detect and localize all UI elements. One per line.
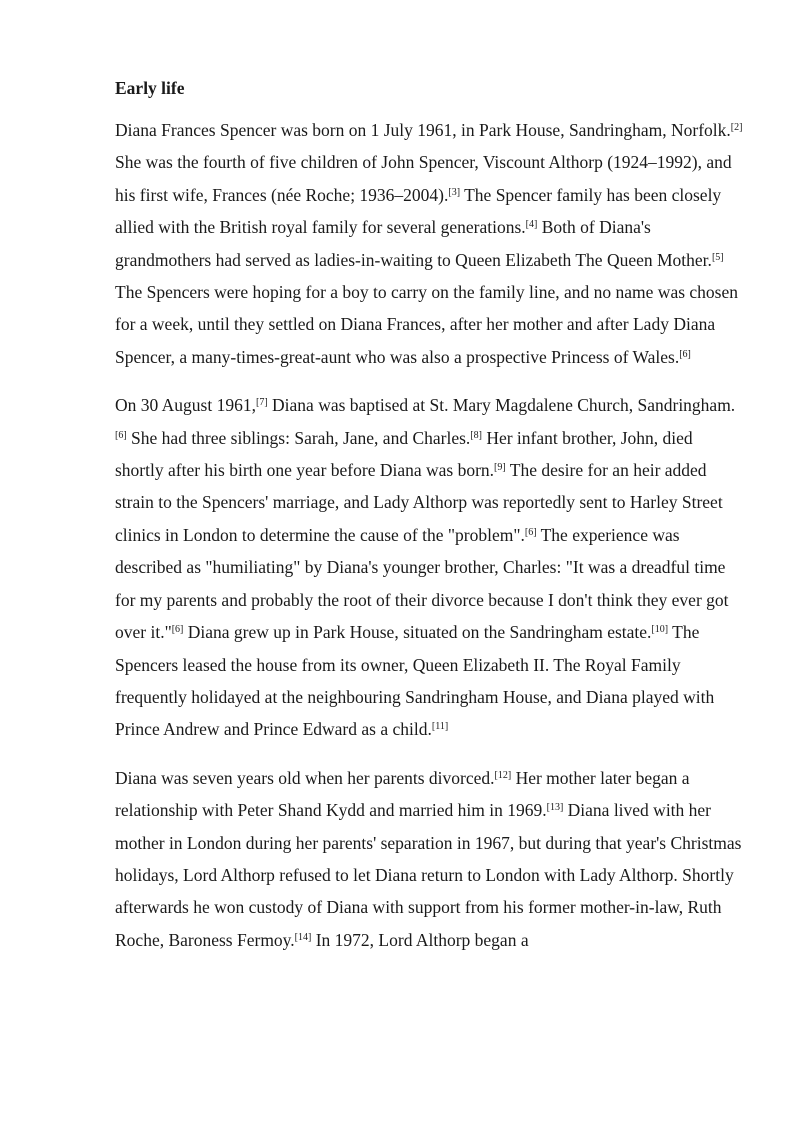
citation-ref[interactable]: [14] [294, 931, 312, 943]
citation-ref[interactable]: [6] [115, 429, 127, 441]
section-heading: Early life [115, 78, 185, 98]
document-page [115, 72, 745, 972]
citation-ref[interactable]: [10] [651, 624, 669, 636]
citation-ref[interactable]: [7] [255, 397, 268, 409]
paragraph-text: The Spencers were hoping for a boy to carry on the family line, and no name was chosen for a week, until they settled on Diana Frances, after her mother and after Lady Diana Spencer, a many-times-great-aunt who was also a prospective Princess of Wales. [115, 282, 738, 367]
citation-ref[interactable]: [8] [470, 429, 482, 441]
paragraph-text: The experience was described as "humiliating" by Diana's younger brother, Charles: "It was a dreadful time for my parents and probably the root of their divorce because I don't think they ever got over it." [115, 524, 729, 643]
paragraph-text: The Spencers leased the house from its owner, Queen Elizabeth II. The Royal Family frequently holidayed at the neighbouring Sandringham House, and Diana played with Prince Andrew and Prince Edward as a child. [115, 622, 715, 740]
paragraph-text: Her mother later began a relationship with Peter Shand Kydd and married him in 1969. [115, 767, 690, 821]
paragraph-text: In 1972, Lord Althorp began a [311, 929, 529, 950]
paragraph [115, 762, 745, 956]
paragraph-text: Diana Frances Spencer was born on 1 July 1961, in Park House, Sandringham, Norfolk. [115, 120, 731, 140]
citation-ref[interactable]: [11] [431, 721, 449, 733]
paragraph-text: On 30 August 1961, [115, 395, 256, 416]
paragraph-text: Diana lived with her mother in London during her parents' separation in 1967, but during that year's Christmas holidays, Lord Althorp refused to let Diana return to London with Lady Althorp. Shortly afterwards he won custody of Diana with support from his former mother-in-law, Ruth Roche, Baroness Fermoy. [115, 800, 742, 950]
citation-ref[interactable]: [9] [494, 462, 506, 474]
citation-ref[interactable]: [4] [525, 219, 538, 231]
paragraph-text: Both of Diana's grandmothers had served as ladies-in-waiting to Queen Elizabeth The Queen Mother. [115, 217, 712, 270]
paragraph-text: Her infant brother, John, died shortly after his birth one year before Diana was born. [115, 427, 693, 481]
citation-ref[interactable]: [6] [171, 624, 184, 636]
paragraph-text: She was the fourth of five children of John Spencer, Viscount Althorp (1924–1992), and his first wife, Frances (née Roche; 1936–2004). [115, 152, 732, 205]
citation-ref[interactable]: [6] [524, 526, 537, 538]
paragraph-text: The desire for an heir added strain to the Spencers' marriage, and Lady Althorp was reportedly sent to Harley Street clinics in London to determine the cause of the "problem". [115, 460, 723, 545]
paragraph-text: Diana grew up in Park House, situated on the Sandringham estate. [183, 622, 652, 643]
paragraph [115, 389, 745, 745]
paragraph-text: The Spencer family has been closely allied with the British royal family for several generations. [115, 184, 722, 238]
citation-ref[interactable]: [6] [679, 348, 691, 360]
paragraph-text: Diana was seven years old when her parents divorced. [115, 767, 495, 788]
citation-ref[interactable]: [12] [494, 769, 512, 781]
citation-ref[interactable]: [5] [711, 251, 724, 263]
paragraph-text: Diana was baptised at St. Mary Magdalene Church, Sandringham. [267, 395, 736, 416]
citation-ref[interactable]: [3] [448, 186, 461, 198]
citation-ref[interactable]: [13] [546, 802, 564, 814]
paragraph [115, 114, 745, 373]
paragraph-text: She had three siblings: Sarah, Jane, and Charles. [126, 427, 471, 448]
citation-ref[interactable]: [2] [730, 122, 743, 133]
